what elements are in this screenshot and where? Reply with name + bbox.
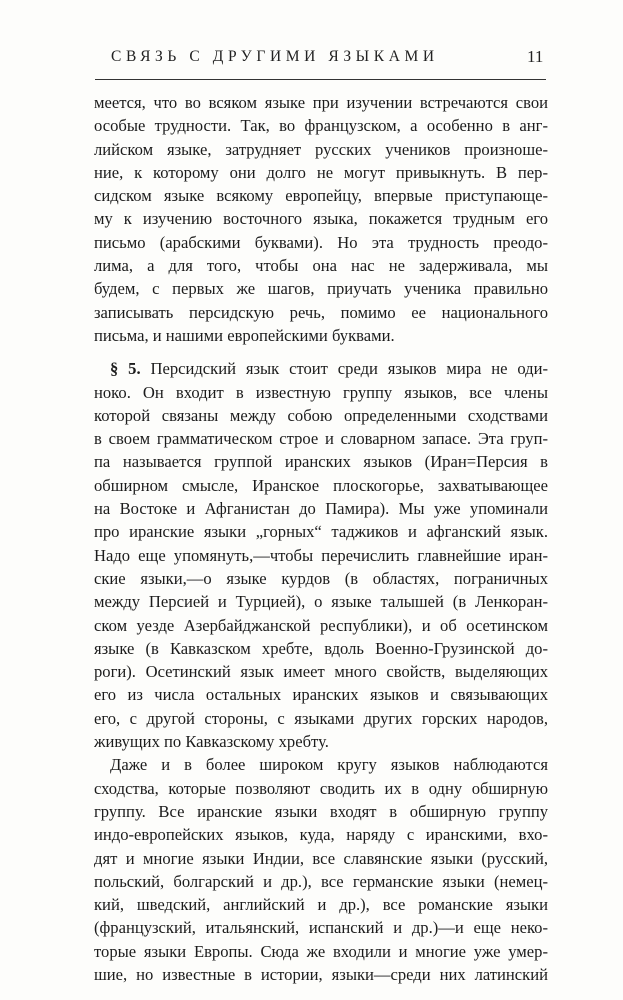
text-line: живущих по Кавказскому хребту. xyxy=(94,732,329,752)
text-line: (французский, итальянский, испанский и др.)—и еще неко- xyxy=(94,918,548,938)
text-line: сходства, которые позволяют сводить их в одну обширную xyxy=(94,778,548,798)
text-line: дят и многие языки Индии, все славянские языки (русский, xyxy=(94,848,548,868)
section-mark: § 5. xyxy=(110,359,141,379)
text-line: меется, что во всяком языке при изучении встречаются свои xyxy=(94,93,548,112)
text-line: шие, но известные в истории, языки—среди них латинский xyxy=(94,964,548,984)
text-line: польский, болгарский и др.), все германские языки (немец- xyxy=(94,871,548,891)
text-line: письма, и нашими европейскими буквами. xyxy=(94,325,395,345)
page-number: 11 xyxy=(527,47,544,66)
text-line: ские языки,—о языке курдов (в областях, пограничных xyxy=(94,568,548,588)
text-line: торые языки Европы. Сюда же входили и многие уже умер- xyxy=(94,941,548,961)
text-line: ском уезде Азербайджанской республики), и об осетинском xyxy=(94,615,548,635)
text-line: па называется группой иранских языков (Иран=Персия в xyxy=(94,452,548,472)
text-line: письмо (арабскими буквами). Но эта трудность преодо- xyxy=(94,232,548,252)
header-rule xyxy=(95,79,546,80)
text-line: лима, а для того, чтобы она нас не задерживала, мы xyxy=(94,256,548,276)
text-line: в своем грамматическом строе и словарном запасе. Эта груп- xyxy=(94,429,548,449)
text-line: языке (в Кавказском хребте, вдоль Военно-Грузинской до- xyxy=(94,638,548,658)
paragraph-gap xyxy=(94,347,548,357)
text-line: будем, с первых же шагов, приучать ученика правильно xyxy=(94,279,548,299)
text-line: индо-европейских языков, куда, наряду с иранскими, вхо- xyxy=(94,825,548,845)
text-line: группу. Все иранские языки входят в обширную группу xyxy=(94,801,548,821)
text-line: сидском языке всякому европейцу, впервые приступающе- xyxy=(94,186,548,206)
text-line: обширном смысле, Иранское плоскогорье, захватывающее xyxy=(94,475,548,495)
text-line: ноко. Он входит в известную группу языков, все члены xyxy=(94,382,548,402)
text-line xyxy=(94,357,548,380)
text-line: записывать персидскую речь, помимо ее национального xyxy=(94,302,548,322)
paragraph-3 xyxy=(94,753,548,986)
text-line: про иранские языки „горных“ таджиков и афганский язык. xyxy=(94,522,548,542)
text-line: роги). Осетинский язык имеет много свойств, выделяющих xyxy=(94,662,548,682)
section-5-paragraph xyxy=(94,357,548,753)
text-line: лийском языке, затрудняет русских учеников произноше- xyxy=(94,139,548,159)
body-text xyxy=(94,91,548,986)
section-first-line: Персидский язык стоит среди языков мира не оди- xyxy=(140,359,548,379)
text-line: Даже и в более широком кругу языков наблюдаются xyxy=(110,755,548,775)
text-line: кий, шведский, английский и др.), все романские языки xyxy=(94,895,548,915)
paragraph-continuation xyxy=(94,91,548,347)
text-line: ние, к которому они долго не могут привыкнуть. В пер- xyxy=(94,162,548,182)
text-line: Надо еще упомянуть,—чтобы перечислить главнейшие иран- xyxy=(94,545,548,565)
running-head-title: СВЯЗЬ С ДРУГИМИ ЯЗЫКАМИ xyxy=(111,48,439,65)
text-line: му к изучению восточного языка, покажется трудным его xyxy=(94,209,548,229)
text-line: его из числа остальных иранских языков и связывающих xyxy=(94,685,548,705)
text-line: его, с другой стороны, с языками других горских народов, xyxy=(94,708,548,728)
running-head xyxy=(95,44,545,74)
text-line: на Востоке и Афганистан до Памира). Мы уже упоминали xyxy=(94,499,548,519)
text-line: особые трудности. Так, во французском, а особенно в анг- xyxy=(94,116,548,136)
text-line: между Персией и Турцией), о языке талышей (в Ленкоран- xyxy=(94,592,548,612)
text-line: которой связаны между собою определенными сходствами xyxy=(94,405,548,425)
